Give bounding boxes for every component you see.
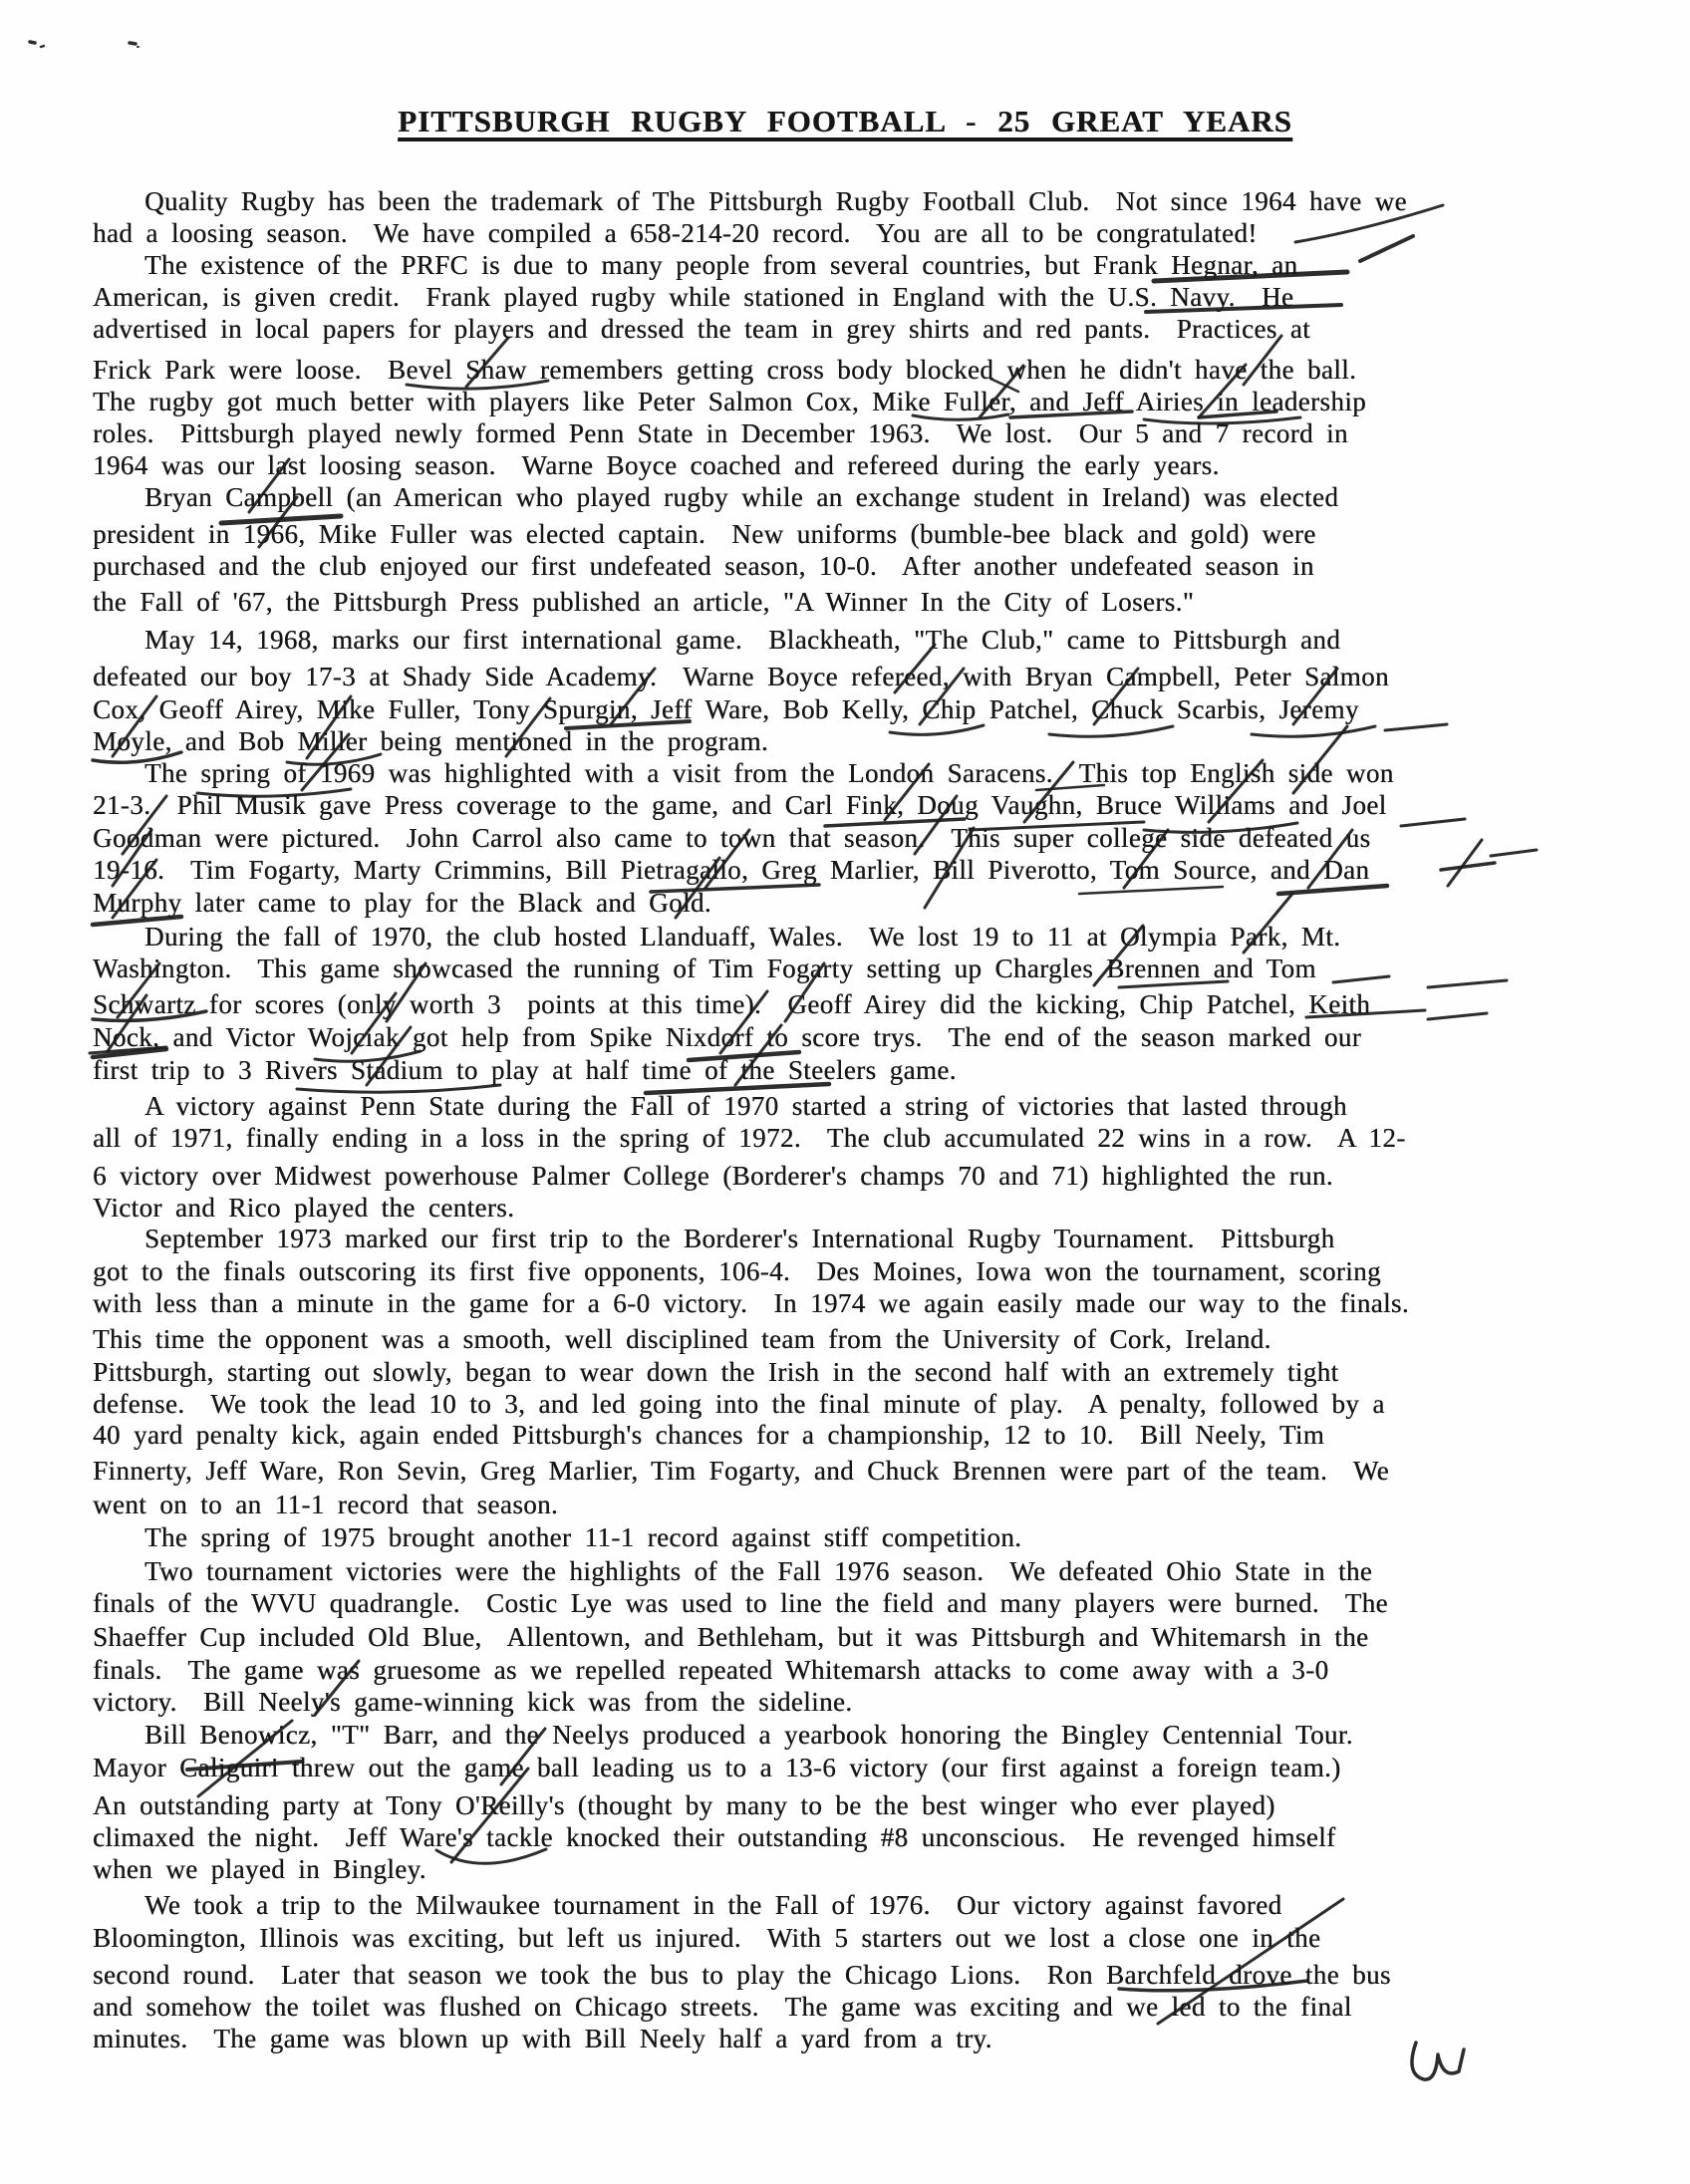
text-line: We took a trip to the Milwaukee tournament in the Fall of 1976. Our victory against favored (144, 1890, 1282, 1920)
text-line: Quality Rugby has been the trademark of The Pittsburgh Rugby Football Club. Not since 1964 have we (144, 186, 1407, 216)
text-line: defeated our boy 17-3 at Shady Side Academy. Warne Boyce refereed, with Bryan Campbell, Peter Salmon (93, 662, 1389, 691)
text-line: The rugby got much better with players like Peter Salmon Cox, Mike Fuller, and Jeff Airies in leadership (93, 387, 1367, 416)
text-line: May 14, 1968, marks our first international game. Blackheath, "The Club," came to Pittsburgh and (144, 625, 1341, 655)
page-title: PITTSBURGH RUGBY FOOTBALL - 25 GREAT YEARS (398, 104, 1292, 138)
text-line: 6 victory over Midwest powerhouse Palmer College (Borderer's champs 70 and 71) highlighted the run. (93, 1161, 1333, 1191)
text-line: roles. Pittsburgh played newly formed Penn State in December 1963. We lost. Our 5 and 7 record in (93, 418, 1348, 448)
text-line: first trip to 3 Rivers Stadium to play at half time of the Steelers game. (93, 1055, 957, 1085)
text-line: During the fall of 1970, the club hosted Llanduaff, Wales. We lost 19 to 11 at Olympia Park, Mt. (144, 922, 1341, 952)
text-line: had a loosing season. We have compiled a 658-214-20 record. You are all to be congratulated! (93, 218, 1258, 248)
text-line: Cox, Geoff Airey, Mike Fuller, Tony Spurgin, Jeff Ware, Bob Kelly, Chip Patchel, Chuck Scarbis, Jeremy (93, 694, 1359, 724)
text-line: Victor and Rico played the centers. (93, 1193, 515, 1223)
text-line: Murphy later came to play for the Black and Gold. (93, 888, 711, 918)
text-line: Bill Benowicz, "T" Barr, and the Neelys produced a yearbook honoring the Bingley Centennial Tour. (144, 1720, 1353, 1750)
text-line: the Fall of '67, the Pittsburgh Press published an article, "A Winner In the City of Losers." (93, 587, 1195, 617)
text-line: September 1973 marked our first trip to the Borderer's International Rugby Tournament. Pittsburgh (144, 1224, 1335, 1253)
text-line: The existence of the PRFC is due to many people from several countries, but Frank Hegnar, an (144, 250, 1298, 280)
text-line: climaxed the night. Jeff Ware's tackle knocked their outstanding #8 unconscious. He revenged himself (93, 1822, 1336, 1852)
text-line: 21-3. Phil Musik gave Press coverage to the game, and Carl Fink, Doug Vaughn, Bruce Williams and Joel (93, 790, 1387, 820)
text-line: purchased and the club enjoyed our first undefeated season, 10-0. After another undefeated season in (93, 551, 1314, 581)
text-line: finals. The game was gruesome as we repelled repeated Whitemarsh attacks to come away with a 3-0 (93, 1655, 1329, 1685)
text-line: Nock, and Victor Wojciak got help from Spike Nixdorf to score trys. The end of the season marked our (93, 1022, 1362, 1052)
text-line: The spring of 1975 brought another 11-1 record against stiff competition. (144, 1522, 1022, 1552)
text-line: president in 1966, Mike Fuller was elected captain. New uniforms (bumble-bee black and gold) were (93, 519, 1316, 549)
text-line: A victory against Penn State during the Fall of 1970 started a string of victories that lasted through (144, 1091, 1347, 1121)
text-line: minutes. The game was blown up with Bill Neely half a yard from a try. (93, 2024, 992, 2053)
text-line: defense. We took the lead 10 to 3, and led going into the final minute of play. A penalty, followed by a (93, 1389, 1385, 1419)
text-line: 40 yard penalty kick, again ended Pittsburgh's chances for a championship, 12 to 10. Bill Neely, Tim (93, 1420, 1325, 1450)
text-line: Washington. This game showcased the running of Tim Fogarty setting up Chargles Brennen and Tom (93, 954, 1316, 983)
text-line: 1964 was our last loosing season. Warne Boyce coached and refereed during the early years. (93, 450, 1220, 480)
text-line: Frick Park were loose. Bevel Shaw remembers getting cross body blocked when he didn't have the ball. (93, 355, 1357, 385)
text-line: and somehow the toilet was flushed on Chicago streets. The game was exciting and we led to the final (93, 1992, 1352, 2022)
text-line: Goodman were pictured. John Carrol also came to town that season. This super college side defeated us (93, 823, 1371, 853)
text-line: Schwartz for scores (only worth 3 points at this time). Geoff Airey did the kicking, Chip Patchel, Keith (93, 989, 1371, 1019)
text-line: went on to an 11-1 record that season. (93, 1490, 559, 1519)
text-line: advertised in local papers for players and dressed the team in grey shirts and red pants. Practices at (93, 314, 1311, 344)
text-line: Mayor Caliguiri threw out the game ball leading us to a 13-6 victory (our first against a foreign team.) (93, 1753, 1341, 1782)
text-line: Bryan Campbell (an American who played rugby while an exchange student in Ireland) was elected (144, 482, 1339, 512)
text-line: Finnerty, Jeff Ware, Ron Sevin, Greg Marlier, Tim Fogarty, and Chuck Brennen were part of the team. We (93, 1456, 1390, 1486)
text-line: The spring of 1969 was highlighted with a visit from the London Saracens. This top English side won (144, 758, 1394, 788)
text-line: Pittsburgh, starting out slowly, began to wear down the Irish in the second half with an extremely tight (93, 1357, 1339, 1387)
text-line: Moyle, and Bob Miller being mentioned in the program. (93, 726, 769, 756)
text-line: An outstanding party at Tony O'Reilly's (thought by many to be the best winger who ever played) (93, 1790, 1275, 1820)
text-line: when we played in Bingley. (93, 1854, 426, 1884)
text-line: victory. Bill Neely's game-winning kick was from the sideline. (93, 1687, 853, 1717)
text-line: Shaeffer Cup included Old Blue, Allentown, and Bethleham, but it was Pittsburgh and Whitemarsh in the (93, 1622, 1369, 1652)
text-line: second round. Later that season we took the bus to play the Chicago Lions. Ron Barchfeld drove the bus (93, 1960, 1391, 1990)
text-line: Bloomington, Illinois was exciting, but left us injured. With 5 starters out we lost a close one in the (93, 1923, 1321, 1953)
text-line: Two tournament victories were the highlights of the Fall 1976 season. We defeated Ohio State in the (144, 1556, 1373, 1586)
text-line: finals of the WVU quadrangle. Costic Lye was used to line the field and many players were burned. The (93, 1588, 1388, 1618)
text-line: all of 1971, finally ending in a loss in the spring of 1972. The club accumulated 22 wins in a row. A 12- (93, 1123, 1406, 1153)
text-line: got to the finals outscoring its first five opponents, 106-4. Des Moines, Iowa won the tournament, scoring (93, 1256, 1381, 1286)
text-line: 19-16. Tim Fogarty, Marty Crimmins, Bill Pietragallo, Greg Marlier, Bill Piverotto, Tom Source, and Dan (93, 855, 1370, 885)
text-line: with less than a minute in the game for a 6-0 victory. In 1974 we again easily made our way to the finals. (93, 1288, 1409, 1318)
text-line: American, is given credit. Frank played rugby while stationed in England with the U.S. Navy. He (93, 282, 1294, 312)
text-line: This time the opponent was a smooth, well disciplined team from the University of Cork, Ireland. (93, 1324, 1271, 1354)
